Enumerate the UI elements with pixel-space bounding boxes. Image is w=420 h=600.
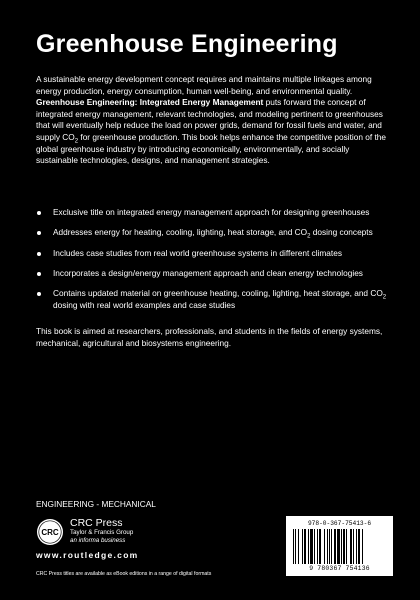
feature-text: Incorporates a design/energy management approach and clean energy technologies [53,267,363,278]
publisher-info [70,517,133,544]
barcode-bar [319,529,321,564]
intro-paragraph [36,74,388,167]
barcode-bar [317,529,318,564]
feature-item [36,227,388,239]
barcode-bar [295,529,296,564]
barcode-bar [331,529,332,564]
barcode-bar [343,529,345,564]
feature-text: Contains updated material on greenhouse heating, cooling, lighting, heat storage, and CO [53,288,383,299]
barcode-bar [329,529,330,564]
book-title: Greenhouse Engineering [36,30,338,58]
intro-text-1: A sustainable energy development concept requires and maintains multiple linkages among energy production, energy consumption, human well-being, and environmental quality. [36,74,372,96]
barcode-bar [293,529,294,564]
barcode-bar [353,529,354,564]
barcode-bar [358,529,360,564]
feature-text: dosing with real world examples and case studies [53,299,236,310]
feature-list [36,207,388,320]
barcode-bar [350,529,352,564]
feature-item [36,248,388,260]
subject-category: ENGINEERING - MECHANICAL [36,499,156,509]
feature-item [36,288,388,311]
barcode-bar [304,529,306,564]
publisher-website: www.routledge.com [36,550,139,560]
barcode-bar [308,529,309,564]
feature-item [36,207,388,219]
barcode-bar [337,529,340,564]
publisher-business: an informa business [70,536,126,544]
barcode-bar [324,529,325,564]
barcode-bar [310,529,313,564]
publisher-logo [36,517,156,547]
intro-text-2: puts forward the concept of integrated energy management, relevant technologies, and modeling pertinent to greenhouses that will eventually help reduce the load on power grids, demand for fossil fuels and water, and supply CO [36,97,383,142]
barcode-bar [298,529,299,564]
publisher-group: Taylor & Francis Group [70,529,134,536]
barcode-number: 9 780367 754136 [309,565,370,572]
intro-subscript: 2 [74,138,79,145]
feature-item [36,268,388,280]
intro-bold-title: Greenhouse Engineering: Integrated Energy Management [36,97,264,108]
barcode-bar [327,529,328,564]
ebook-note: CRC Press titles are available as eBook editions in a range of digital formats [36,571,212,577]
feature-text: dosing concepts [310,227,373,238]
feature-subscript: 2 [382,294,387,301]
barcode-bar [334,529,336,564]
crc-logo-text: CRC [41,527,59,537]
publisher-name: CRC Press [70,517,123,529]
feature-text: Addresses energy for heating, cooling, lighting, heat storage, and CO [53,227,308,238]
barcode-bars [293,529,386,564]
barcode-bar [362,529,363,564]
feature-text: Exclusive title on integrated energy management approach for designing greenhouses [53,207,370,217]
audience-paragraph: This book is aimed at researchers, professionals, and students in the fields of energy systems, mechanical, agricultural and biosystems engineering. [36,326,383,348]
barcode-bar [356,529,357,564]
feature-subscript: 2 [307,233,311,240]
isbn-label: 978-0-367-75413-6 [307,520,372,527]
barcode [286,516,393,576]
intro-text-3: for greenhouse production. This book helps enhance the competitive position of the global greenhouse industry by introducing economically, environmentally, and socially sustainable technologies, designs, and management strategies. [36,131,387,166]
barcode-bar [341,529,342,564]
barcode-bar [314,529,315,564]
barcode-bar [302,529,303,564]
barcode-bar [346,529,347,564]
crc-logo-icon [36,518,64,546]
feature-text: Includes case studies from real world greenhouse systems in different climates [53,247,342,258]
